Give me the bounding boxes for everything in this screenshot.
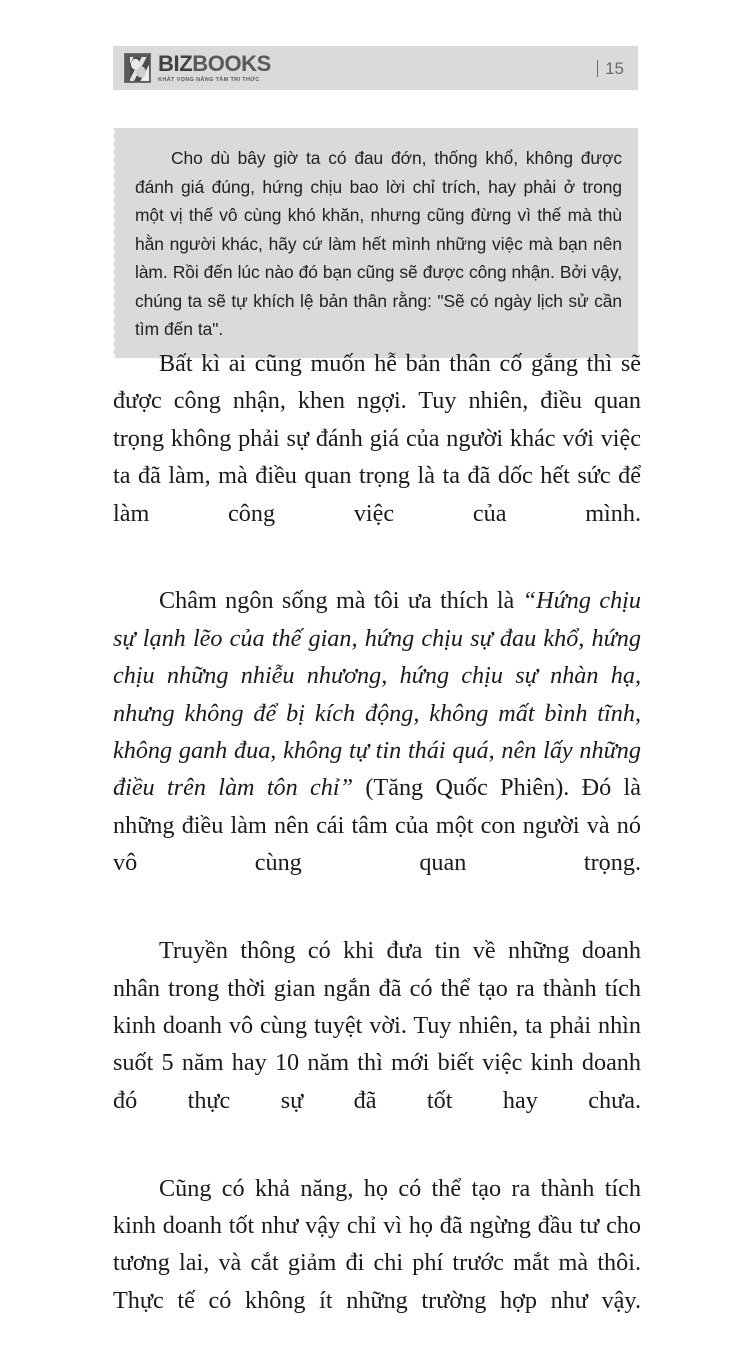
brand-name-books: BOOKS (192, 51, 271, 77)
brand-text (158, 53, 271, 83)
paragraph-4-segment-1: Cũng có khả năng, họ có thể tạo ra thành tích kinh doanh tốt như vậy chỉ vì họ đã ngừng đầu tư cho tương lai, và cắt giảm đi chi phí trước mắt mà thôi. Thực tế có không ít những trường hợp như vậy. (113, 1174, 641, 1314)
brand-tagline: KHÁT VỌNG NÂNG TẦM TRI THỨC (158, 76, 260, 83)
brand-name-biz: BIZ (158, 51, 193, 77)
brand-name (158, 53, 271, 75)
book-logo-icon (124, 53, 151, 83)
paragraph-1 (113, 345, 641, 569)
paragraph-2-segment-1: Châm ngôn sống mà tôi ưa thích là (159, 587, 523, 615)
pull-quote-box (113, 128, 638, 358)
paragraph-1-segment-1: Bất kì ai cũng muốn hễ bản thân cố gắng thì sẽ được công nhận, khen ngợi. Tuy nhiên, điều quan trọng không phải sự đánh giá của người khác với việc ta đã làm, mà điều quan trọng là ta đã dốc hết sức để làm công việc của mình. (113, 350, 641, 527)
folio-divider-icon (597, 60, 599, 77)
paragraph-4 (113, 1170, 641, 1357)
page-header (113, 46, 638, 90)
perforated-edge-icon (112, 128, 120, 358)
paragraph-3-segment-1: Truyền thông có khi đưa tin về những doanh nhân trong thời gian ngắn đã có thể tạo ra thành tích kinh doanh vô cùng tuyệt vời. Tuy nhiên, ta phải nhìn suốt 5 năm hay 10 năm thì mới biết việc kinh doanh đó thực sự đã tốt hay chưa. (113, 937, 641, 1114)
paragraph-2 (113, 582, 641, 919)
page-folio (597, 60, 624, 77)
paragraph-2-segment-2: “Hứng chịu sự lạnh lẽo của thế gian, hứng chịu sự đau khổ, hứng chịu những nhiễu nhương, hứng chịu sự nhàn hạ, nhưng không để bị kích động, không mất bình tĩnh, không ganh đua, không tự tin thái quá, nên lấy những điều trên làm tôn chỉ” (113, 587, 641, 802)
pull-quote-text: Cho dù bây giờ ta có đau đớn, thống khổ, không được đánh giá đúng, hứng chịu bao lời chỉ trích, hay phải ở trong một vị thế vô cùng khó khăn, nhưng cũng đừng vì thế mà thù hằn người khác, hãy cứ làm hết mình những việc mà bạn nên làm. Rồi đến lúc nào đó bạn cũng sẽ được công nhận. Bởi vậy, chúng ta sẽ tự khích lệ bản thân rằng: "Sẽ có ngày lịch sử cần tìm đến ta". (135, 148, 622, 339)
paragraph-2-segment-3: (Tăng Quốc Phiên). Đó là những điều làm nên cái tâm của một con người và nó vô cùng quan trọng. (113, 774, 641, 877)
brand-lockup (124, 53, 271, 83)
body-copy (113, 345, 641, 1357)
page-number: 15 (605, 58, 624, 78)
paragraph-3 (113, 932, 641, 1156)
